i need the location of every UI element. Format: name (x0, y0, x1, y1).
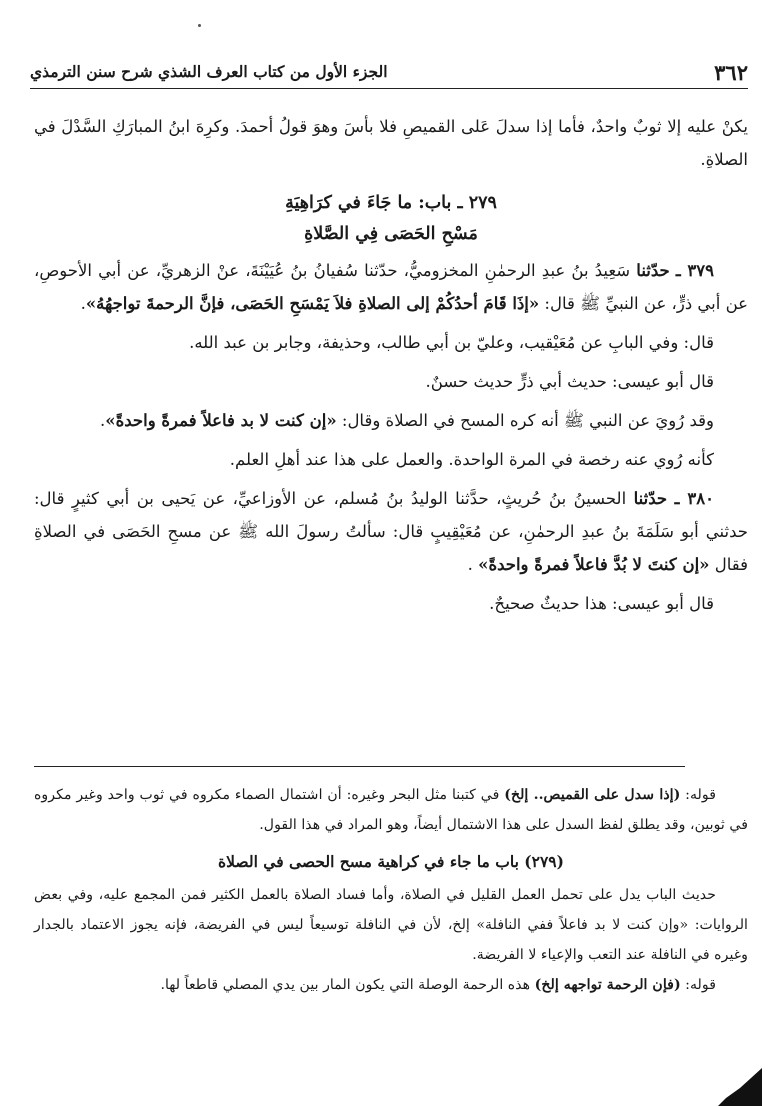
hadith-379-matn: «إذَا قَامَ أحدُكُمْ إلى الصلاةِ فلاَ يَمْسَحِ الحَصَى، فإنَّ الرحمةَ تواجهُهُ» (85, 294, 540, 313)
hadith-380-end: . (467, 555, 479, 574)
commentary (34, 780, 748, 1000)
commentary-chapter-heading: (٢٧٩) باب ما جاء في كراهية مسح الحصى في الصلاة (218, 852, 564, 871)
footnote-1-lead: قوله: (680, 787, 716, 803)
hadith-379-chain: سَعِيدُ بنُ عبدِ الرحمٰنِ المخزوميُّ، حدّثنا سُفيانُ بنُ عُيَيْنَةَ، عنْ الزهريِّ، عن أبي الأحوصِ، عن أبي ذرٍّ، عن النبيِّ ﷺ قال: (34, 261, 748, 313)
main-text (34, 110, 748, 620)
footnote-2: حديث الباب يدل على تحمل العمل القليل في الصلاة، وأما فساد الصلاة بالعمل الكثير فمن المجمع عليه، وفي بعض الروايات: «وإن كنت لا بد فاعلاً ففي النافلة» إلخ، لأن في النافلة توسيعاً ليس في الفريضة، فإنه يجوز الاعتماد بالجدار وغيره في النافلة عند التعب والإعياء لا الفريضة. (34, 887, 748, 963)
hadith-379 (34, 254, 748, 320)
footnote-1-text: في كتبنا مثل البحر وغيره: أن اشتمال الصماء مكروه في ثوب واحد وغير مكروه في ثوبين، وقد يطلق لفظ السدل على هذا الاشتمال أيضاً، وهو المراد في هذا القول. (34, 787, 748, 833)
riwaya-paragraph (34, 404, 748, 437)
scan-speck (198, 24, 201, 27)
footnote-1 (34, 780, 748, 840)
riwaya-end: . (100, 411, 106, 430)
abu-isa-grading-2: قال أبو عيسى: هذا حديثٌ صحيحٌ. (489, 594, 714, 613)
continuation-paragraph: يكنْ عليه إلا ثوبٌ واحدٌ، فأما إذا سدلَ عَلى القميصِ فلا بأسَ وهوَ قولُ أحمدَ. وكرِهَ ابنُ المبارَكِ السَّدْلَ في الصلاةِ. (34, 117, 748, 169)
haddathana-379: حدّثنا (636, 261, 670, 280)
running-title: الجزء الأول من كتاب العرف الشذي شرح سنن الترمذي (30, 62, 388, 81)
chapter-heading (34, 188, 748, 250)
haddathana-380: حدّثنا (633, 489, 668, 508)
footnote-3 (34, 970, 748, 1000)
page-header (30, 58, 748, 89)
footnote-3-text: هذه الرحمة الوصلة التي يكون المار بين يدي المصلي قاطعاً لها. (160, 977, 535, 993)
page-number: ٣٦٢ (714, 60, 748, 85)
abu-isa-grading-1: قال أبو عيسى: حديث أبي ذرٍّ حديث حسنٌ. (425, 372, 714, 391)
hadith-380 (34, 482, 748, 581)
bab-note: قال: وفي البابِ عن مُعَيْقيب، وعليّ بن أبي طالب، وحذيفة، وجابر بن عبد الله. (189, 333, 714, 352)
hadith-379-end: . (80, 294, 86, 313)
hadith-380-chain: الحسينُ بنُ حُريثٍ، حدَّثنا الوليدُ بنُ مُسلم، عن الأوزاعيِّ، عن يَحيى بن أبي كثيرٍ قال: حدثني أبو سَلَمَةَ بنُ عبدِ الرحمٰنِ، عن مُعَيْقِيبٍ قال: سألتُ رسولَ الله ﷺ عن مسحِ الحَصَى في الصلاةِ فقال (34, 489, 748, 574)
amal-paragraph: كأنه رُوي عنه رخصة في المرة الواحدة. والعمل على هذا عند أهلِ العلم. (229, 450, 714, 469)
hadith-379-number: ٣٧٩ ـ (675, 261, 714, 280)
page-corner-mark (718, 1068, 762, 1106)
footnote-3-lemma: (فإن الرحمة تواجهه إلخ) (534, 977, 681, 993)
riwaya-quote: «إن كنت لا بد فاعلاً فمرةً واحدةً» (105, 411, 337, 430)
hadith-380-number: ٣٨٠ ـ (674, 489, 714, 508)
chapter-heading-line-2: مَسْحِ الحَصَى فِي الصَّلاةِ (304, 224, 478, 244)
chapter-heading-line-1: ٢٧٩ ـ باب: ما جَاءَ في كرَاهِيَةِ (285, 193, 497, 213)
hadith-380-matn: «إن كنتَ لا بُدَّ فاعلاً فمرةً واحدةً» (478, 555, 710, 574)
footnote-separator (34, 766, 685, 767)
riwaya-text: وقد رُويَ عن النبي ﷺ أنه كره المسح في الصلاة وقال: (336, 411, 714, 430)
footnote-3-lead: قوله: (680, 977, 716, 993)
footnote-1-lemma: (إذا سدل على القميص.. إلخ) (504, 787, 681, 803)
